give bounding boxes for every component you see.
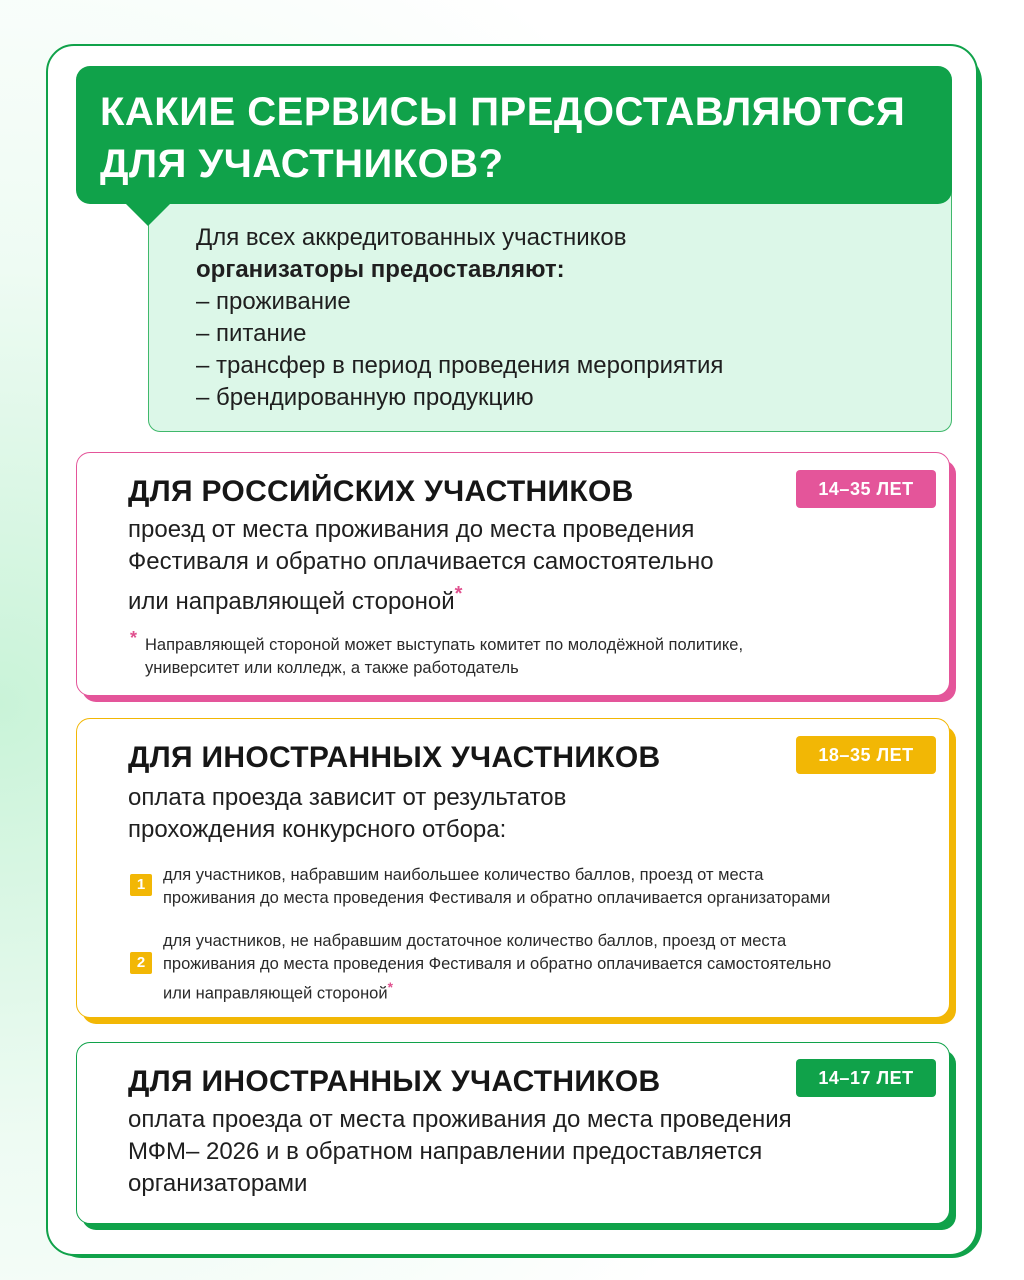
card-body-line: МФМ– 2026 и в обратном направлении предоставляется [128, 1138, 763, 1165]
info-intro-strong: организаторы предоставляют: [196, 256, 565, 283]
info-item: – питание [196, 318, 916, 350]
card-body-line: прохождения конкурсного отбора: [128, 816, 507, 843]
info-item: – брендированную продукцию [196, 382, 916, 414]
point-line: проживания до места проведения Фестиваля и обратно оплачивается самостоятельно [163, 955, 832, 973]
asterisk: * [454, 583, 463, 605]
asterisk: * [387, 980, 393, 995]
card-body-line: Фестиваля и обратно оплачивается самостоятельно [128, 548, 714, 575]
point-text [163, 930, 943, 1006]
card-body-line [128, 578, 888, 618]
card-body-line: оплата проезда от места проживания до места проведения [128, 1106, 792, 1133]
footnote-line: Направляющей стороной может выступать комитет по молодёжной политике, [145, 636, 744, 654]
age-badge: 14–35 ЛЕТ [796, 470, 936, 508]
page-title: КАКИЕ СЕРВИСЫ ПРЕДОСТАВЛЯЮТСЯ ДЛЯ УЧАСТНИКОВ? [100, 90, 906, 186]
info-intro: Для всех аккредитованных участников [196, 224, 627, 251]
age-badge: 14–17 ЛЕТ [796, 1059, 936, 1097]
point-line: для участников, набравшим наибольшее количество баллов, проезд от места [163, 866, 764, 884]
card-body [128, 514, 888, 618]
point-line [163, 976, 943, 1006]
point-line: проживания до места проведения Фестиваля и обратно оплачивается организаторами [163, 889, 831, 907]
card-title: ДЛЯ ИНОСТРАННЫХ УЧАСТНИКОВ [128, 1065, 661, 1098]
card-body-text: или направляющей стороной [128, 588, 455, 615]
point-line: для участников, не набравшим достаточное количество баллов, проезд от места [163, 932, 787, 950]
footnote-line: университет или колледж, а также работодатель [145, 659, 519, 677]
note-asterisk: * [130, 628, 138, 648]
info-item: – проживание [196, 286, 916, 318]
point-text [163, 864, 943, 910]
info-text [196, 222, 916, 414]
card-body [128, 782, 888, 846]
card-title: ДЛЯ РОССИЙСКИХ УЧАСТНИКОВ [128, 475, 634, 508]
point-text-span: или направляющей стороной [163, 984, 388, 1003]
title-banner-tail [122, 200, 174, 226]
info-item: – трансфер в период проведения мероприятия [196, 350, 916, 382]
number-marker: 2 [130, 952, 152, 974]
age-badge: 18–35 ЛЕТ [796, 736, 936, 774]
card-body [128, 1104, 928, 1200]
card-body-line: оплата проезда зависит от результатов [128, 784, 567, 811]
card-body-line: проезд от места проживания до места проведения [128, 516, 695, 543]
footnote [145, 634, 905, 680]
card-title: ДЛЯ ИНОСТРАННЫХ УЧАСТНИКОВ [128, 741, 661, 774]
number-marker: 1 [130, 874, 152, 896]
card-body-line: организаторами [128, 1170, 308, 1197]
